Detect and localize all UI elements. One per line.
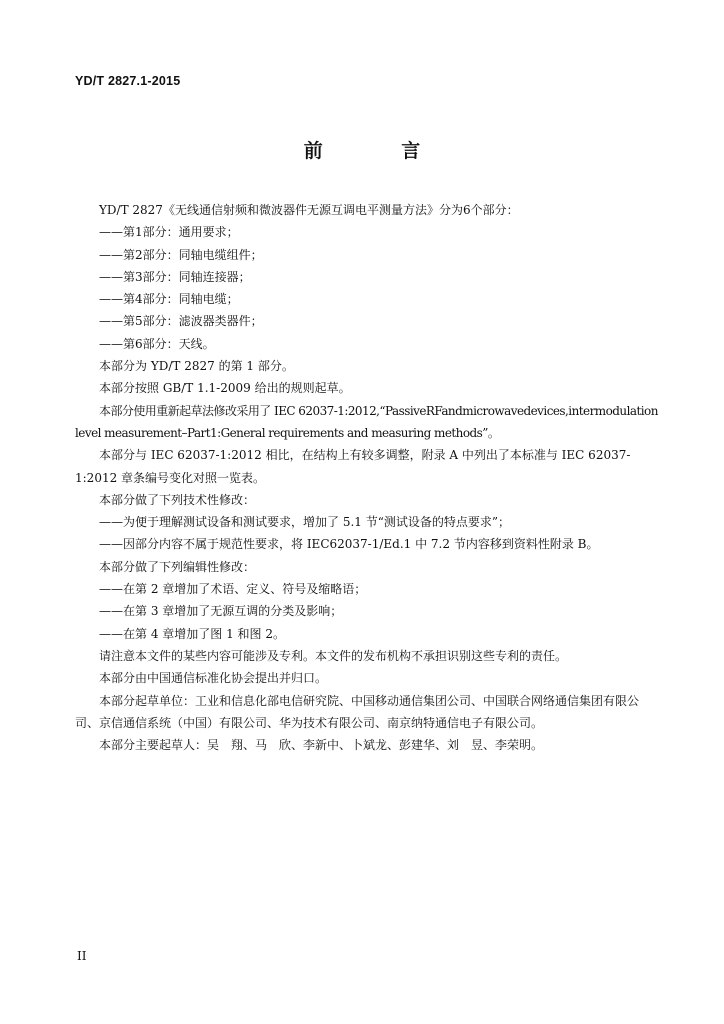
foreword-body [75, 199, 660, 756]
list-item-technical-mod-1: ——为便于理解测试设备和测试要求，增加了 5.1 节“测试设备的特点要求”； [99, 515, 510, 530]
paragraph-scope: 本部分为 YD/T 2827 的第 1 部分。 [99, 359, 294, 374]
paragraph-editorial-mods-heading: 本部分做了下列编辑性修改： [99, 559, 256, 574]
paragraph-structure-changes: 本部分与 IEC 62037-1:2012 相比，在结构上有较多调整，附录 A 中列出了本标准与 IEC 62037-1:2012 章条编号变化对照一览表。 [75, 448, 631, 485]
list-item-technical-mod-2: ——因部分内容不属于规范性要求，将 IEC62037-1/Ed.1 中 7.2 节内容移到资料性附录 B。 [99, 537, 599, 552]
paragraph-patent-notice: 请注意本文件的某些内容可能涉及专利。本文件的发布机构不承担识别这些专利的责任。 [99, 648, 568, 663]
list-item-part1: ——第1部分：通用要求； [99, 225, 239, 240]
list-item-editorial-mod-3: ——在第 4 章增加了图 1 和图 2。 [99, 626, 285, 641]
page-title: 前 言 [303, 140, 457, 162]
list-item-editorial-mod-2: ——在第 3 章增加了无源互调的分类及影响； [99, 604, 343, 619]
list-item-part5: ——第5部分：滤波器类器件； [99, 314, 263, 329]
paragraph-drafting-rules: 本部分按照 GB/T 1.1-2009 给出的规则起草。 [99, 381, 351, 396]
intro-paragraph: YD/T 2827《无线通信射频和微波器件无源互调电平测量方法》分为6个部分： [99, 203, 519, 217]
paragraph-drafters: 本部分主要起草人：吴 翔、马 欣、李新中、卜斌龙、彭建华、刘 昱、李荣明。 [99, 738, 544, 753]
page-number: II [77, 949, 87, 963]
list-item-part4: ——第4部分：同轴电缆； [99, 292, 239, 307]
list-item-part2: ——第2部分：同轴电缆组件； [99, 247, 263, 262]
list-item-part3: ——第3部分：同轴连接器； [99, 269, 251, 284]
paragraph-iec-adoption: 本部分使用重新起草法修改采用了 IEC 62037-1:2012,“PassiveRFandmicrowavedevices,intermodulation level measurement–Part1:General requirements and measuring methods”。 [75, 403, 658, 440]
document-code: YD/T 2827.1-2015 [75, 74, 181, 88]
paragraph-drafting-units: 本部分起草单位：工业和信息化部电信研究院、中国移动通信集团公司、中国联合网络通信集团有限公司、京信通信系统（中国）有限公司、华为技术有限公司、南京纳特通信电子有限公司。 [75, 693, 640, 730]
paragraph-technical-mods-heading: 本部分做了下列技术性修改： [99, 492, 256, 507]
list-item-part6: ——第6部分：天线。 [99, 336, 215, 351]
list-item-editorial-mod-1: ——在第 2 章增加了术语、定义、符号及缩略语； [99, 582, 367, 597]
paragraph-proposer: 本部分由中国通信标准化协会提出并归口。 [99, 671, 328, 686]
